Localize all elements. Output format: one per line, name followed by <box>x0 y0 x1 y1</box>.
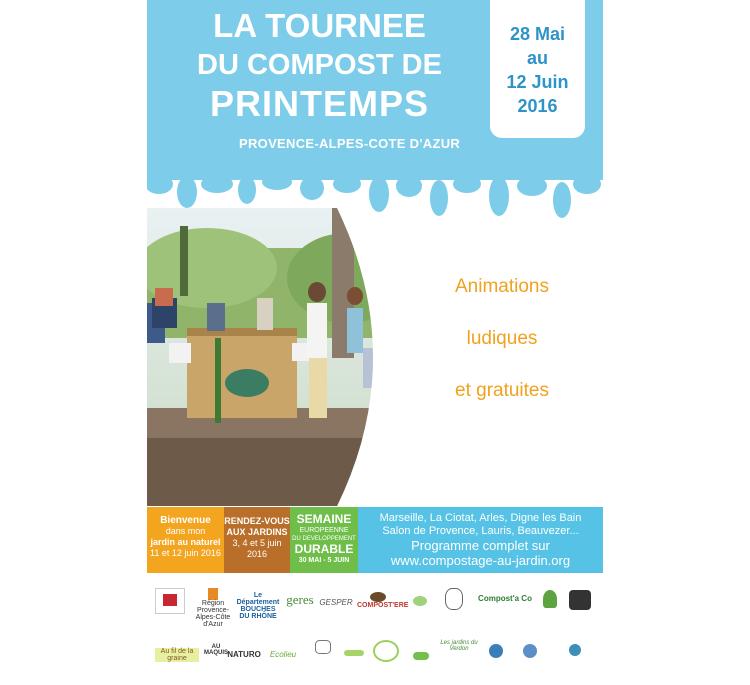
region-subtitle: PROVENCE-ALPES-COTE D'AZUR <box>239 136 461 151</box>
rdv-line-3: 3, 4 et 5 juin <box>232 538 282 548</box>
title-line-1: LA TOURNEE <box>213 7 426 44</box>
semaine-line-4: DURABLE <box>294 542 354 556</box>
jardin-line-2: dans mon <box>165 526 206 536</box>
date-line-1: 28 Mai <box>509 24 566 44</box>
logo-heart <box>409 652 433 662</box>
logo-fil-graine: Au fil de la graine <box>155 648 199 662</box>
logo-composte: COMPOST'ERE <box>357 592 399 609</box>
poster-title <box>147 6 492 124</box>
logo-ville <box>307 640 339 664</box>
logo-naturo: NATURO <box>227 650 261 659</box>
date-line-3: 12 Juin <box>506 72 569 92</box>
date-box <box>490 0 585 138</box>
logo-geres: geres <box>286 592 314 607</box>
logo-gesper: GESPER <box>319 598 353 607</box>
logo-pays <box>557 644 593 656</box>
animations-line-3: et gratuites <box>455 380 549 401</box>
logo-prefet <box>155 588 185 614</box>
rdv-line-1: RENDEZ-VOUS <box>224 516 290 526</box>
semaine-line-3: DU DEVELOPPEMENT <box>292 536 356 542</box>
logo-compost-a-co: Compost'a Co <box>478 594 532 603</box>
jardin-naturel-band <box>147 507 224 573</box>
title-line-2: DU COMPOST DE <box>197 49 442 81</box>
animations-line-2: ludiques <box>466 328 538 349</box>
rdv-line-4: 2016 <box>246 549 268 559</box>
semaine-band <box>290 507 358 573</box>
animations-line-1: Animations <box>455 276 549 297</box>
logo-jardins-verdon: Les jardins du Verdon <box>440 640 478 652</box>
poster <box>147 0 603 685</box>
logo-ecolieu: Ecolieu <box>269 650 297 659</box>
logo-compostons <box>567 590 593 612</box>
tree-logo-icon <box>442 588 466 612</box>
logo-bouches-du-rhone: Le Département BOUCHES DU RHÔNE <box>236 592 280 620</box>
date-line-2: au <box>526 48 548 68</box>
logo-au-maquis: AU MAQUIS <box>204 644 228 656</box>
jardin-line-4: 11 et 12 juin 2016 <box>150 548 221 558</box>
title-line-3: PRINTEMPS <box>209 83 430 124</box>
partner-logos-row-2 <box>147 638 603 668</box>
semaine-line-5: 30 MAI - 5 JUIN <box>298 557 350 564</box>
rendez-vous-band <box>224 507 290 573</box>
header-banner <box>147 0 603 178</box>
compost-photo <box>147 208 409 506</box>
programme-line-2: Salon de Provence, Lauris, Beauvezer... <box>382 525 579 537</box>
jardin-line-1: Bienvenue <box>160 515 211 526</box>
programme-line-3: Programme complet sur <box>411 538 550 553</box>
programme-line-4[interactable]: www.compostage-au-jardin.org <box>390 553 571 568</box>
rdv-line-2: AUX JARDINS <box>226 527 288 537</box>
logo-region: Région Provence-Alpes-Côte d'Azur <box>189 588 237 628</box>
programme-band <box>358 507 603 573</box>
programme-line-1: Marseille, La Ciotat, Arles, Digne les Bain <box>379 512 582 524</box>
logo-circle-blue <box>517 644 543 658</box>
logo-leaf-green <box>371 640 401 662</box>
jardin-line-3: jardin au naturel <box>150 537 221 547</box>
logo-terre-citoyenne <box>483 644 509 658</box>
logo-orgaplus <box>339 650 369 656</box>
partner-logos-row-1 <box>147 586 603 628</box>
date-line-4: 2016 <box>517 96 558 116</box>
semaine-line-2: EUROPEENNE <box>299 527 349 534</box>
leaf-logo-icon <box>405 596 435 610</box>
semaine-line-1: SEMAINE <box>296 512 352 526</box>
tree-green-icon <box>541 590 559 610</box>
